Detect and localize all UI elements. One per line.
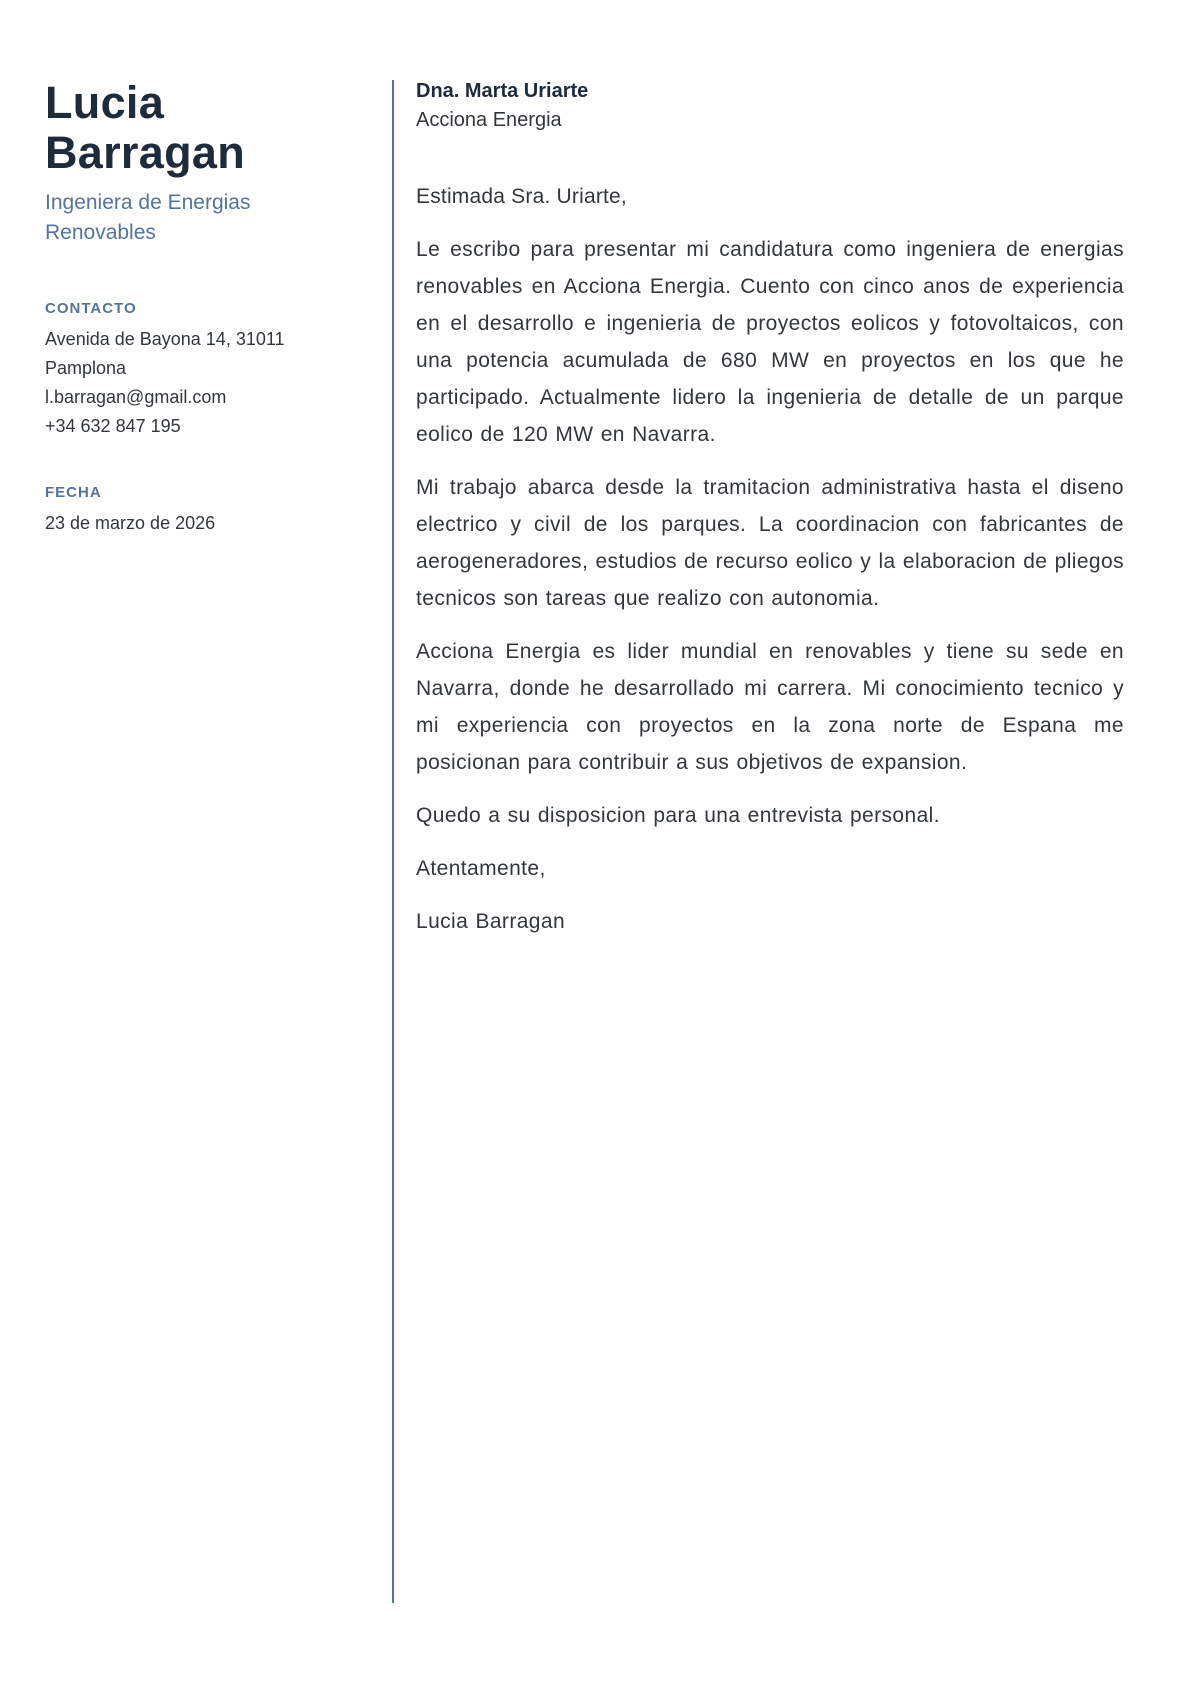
contact-phone: +34 632 847 195 bbox=[45, 416, 181, 436]
letter-paragraph-3: Acciona Energia es lider mundial en renovables y tiene su sede en Navarra, donde he desarrollado mi carrera. Mi conocimiento tecnico y mi experiencia con proyectos en la zona norte de Espana me posicionan para contribuir a sus objetivos de expansion. bbox=[416, 640, 1124, 774]
letter-date: 23 de marzo de 2026 bbox=[45, 513, 216, 533]
applicant-last-name: Barragan bbox=[45, 127, 245, 178]
applicant-name bbox=[45, 78, 360, 178]
contact-address-line1: Avenida de Bayona 14, 31011 bbox=[45, 329, 285, 349]
signature-name: Lucia Barragan bbox=[416, 910, 566, 933]
applicant-first-name: Lucia bbox=[45, 77, 165, 128]
sidebar bbox=[45, 78, 360, 538]
recipient-company: Acciona Energia bbox=[416, 109, 562, 131]
contact-email: l.barragan@gmail.com bbox=[45, 387, 227, 407]
date-section-heading: FECHA bbox=[45, 484, 102, 501]
vertical-divider-line bbox=[392, 80, 394, 1603]
letter-body bbox=[416, 78, 1124, 940]
contact-address-line2: Pamplona bbox=[45, 358, 127, 378]
applicant-job-title: Ingeniera de Energias Renovables bbox=[45, 191, 251, 244]
availability-line: Quedo a su disposicion para una entrevista personal. bbox=[416, 804, 940, 827]
contact-section-heading: CONTACTO bbox=[45, 300, 137, 317]
recipient-name: Dna. Marta Uriarte bbox=[416, 80, 589, 102]
closing-line: Atentamente, bbox=[416, 857, 546, 880]
salutation: Estimada Sra. Uriarte, bbox=[416, 185, 627, 208]
letter-paragraph-1: Le escribo para presentar mi candidatura como ingeniera de energias renovables en Acciona Energia. Cuento con cinco anos de experiencia en el desarrollo e ingenieria de proyectos eolicos y fotovoltaicos, con una potencia acumulada de 680 MW en proyectos en los que he participado. Actualmente lidero la ingenieria de detalle de un parque eolico de 120 MW en Navarra. bbox=[416, 238, 1124, 446]
letter-paragraph-2: Mi trabajo abarca desde la tramitacion administrativa hasta el diseno electrico y civil de los parques. La coordinacion con fabricantes de aerogeneradores, estudios de recurso eolico y la elaboracion de pliegos tecnicos son tareas que realizo con autonomia. bbox=[416, 476, 1124, 610]
